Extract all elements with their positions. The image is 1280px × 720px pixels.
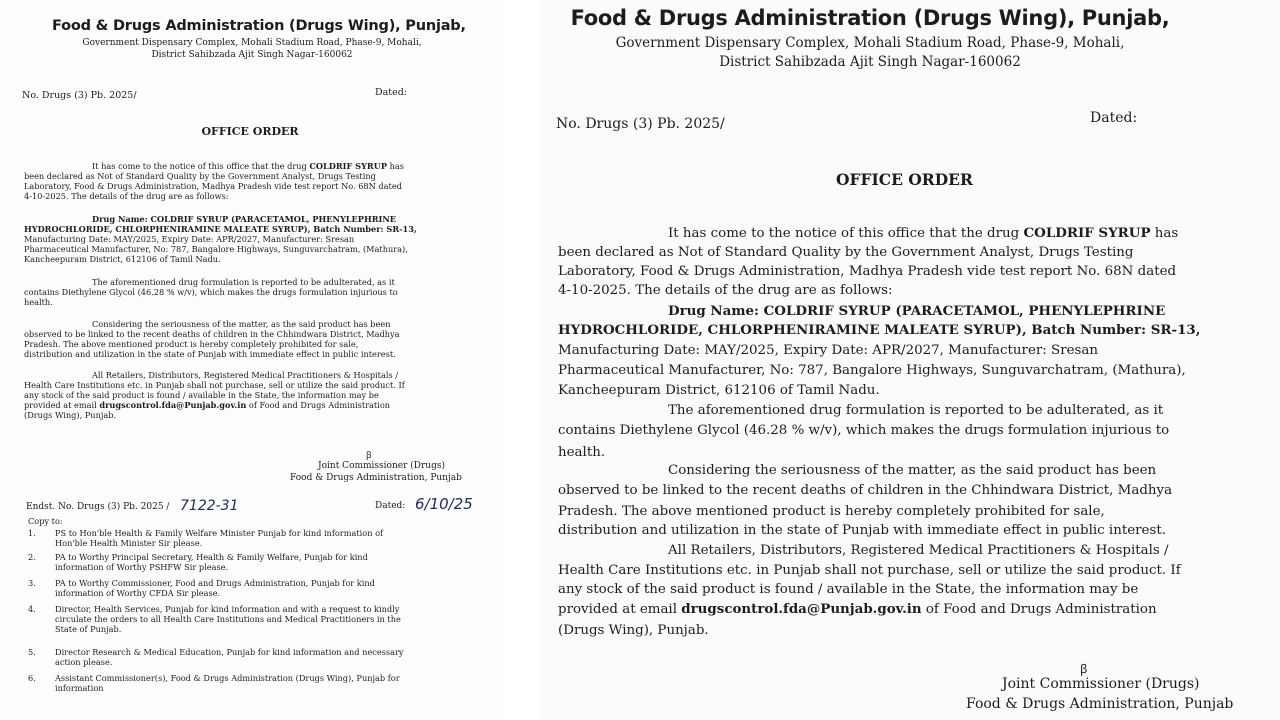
copy-item-line: information of Worthy PSHFW Sir please.	[55, 562, 229, 572]
drug-name-line1: Drug Name: COLDRIF SYRUP (PARACETAMOL, PHENYLEPHRINE	[668, 303, 1166, 319]
para3-line4: distribution and utilization in the state of Punjab with immediate effect in public interest.	[558, 523, 1166, 538]
para4-line1: All Retailers, Distributors, Registered Medical Practitioners & Hospitals /	[92, 370, 399, 380]
office-address-line1: Government Dispensary Complex, Mohali Stadium Road, Phase-9, Mohali,	[615, 35, 1125, 51]
para3-line1: Considering the seriousness of the matter, as the said product has been	[668, 463, 1157, 478]
signatory-designation: Joint Commissioner (Drugs)	[318, 461, 445, 471]
copy-item-line: information of Worthy CFDA Sir please.	[55, 588, 221, 598]
copy-item-number: 5.	[28, 647, 36, 657]
para1-line1: It has come to the notice of this office that the drug COLDRIF SYRUP has	[92, 161, 404, 171]
copy-item-line: PA to Worthy Commissioner, Food and Drugs Administration, Punjab for kind	[55, 578, 375, 588]
para3-line2: observed to be linked to the recent deaths of children in the Chhindwara District, Madhya	[558, 483, 1173, 498]
para4-line1: All Retailers, Distributors, Registered Medical Practitioners & Hospitals /	[668, 543, 1169, 558]
endorsement-dated-label: Dated:	[375, 501, 406, 511]
endorsement-ref-handwritten: 7122-31	[180, 498, 239, 514]
copy-item-line: Hon'ble Health Minister Sir please.	[55, 538, 203, 548]
para2-line1: The aforementioned drug formulation is reported to be adulterated, as it	[92, 277, 395, 287]
copy-item-line: Director Research & Medical Education, Punjab for kind information and necessary	[55, 647, 404, 657]
para4-line3: any stock of the said product is found / available in the State, the information may be	[24, 390, 379, 400]
drug-details-line5: Kancheepuram District, 612106 of Tamil Nadu.	[24, 254, 221, 264]
office-title: Food & Drugs Administration (Drugs Wing), Punjab,	[570, 6, 1170, 30]
para4-line2: Health Care Institutions etc. in Punjab shall not purchase, sell or utilize the said product. If	[558, 563, 1181, 578]
drug-details-line3: Manufacturing Date: MAY/2025, Expiry Date: APR/2027, Manufacturer: Sresan	[558, 343, 1099, 358]
drug-details-line4: Pharmaceutical Manufacturer, No: 787, Bangalore Highways, Sunguvarchatram, (Mathura),	[24, 244, 408, 254]
para1-line3: Laboratory, Food & Drugs Administration, Madhya Pradesh vide test report No. 68N dated	[24, 181, 402, 191]
para2-line3: health.	[24, 297, 53, 307]
para4-line3: any stock of the said product is found / available in the State, the information may be	[558, 582, 1139, 597]
para2-line3: health.	[558, 445, 606, 460]
copy-item-number: 6.	[28, 673, 36, 683]
signature-mark: ꞵ	[1080, 662, 1088, 676]
signatory-office: Food & Drugs Administration, Punjab	[290, 473, 462, 483]
contact-email: drugscontrol.fda@Punjab.gov.in	[681, 601, 922, 617]
para3-line4: distribution and utilization in the state of Punjab with immediate effect in public interest.	[24, 349, 396, 359]
office-address-line2: District Sahibzada Ajit Singh Nagar-160062	[151, 50, 353, 60]
dated-label: Dated:	[375, 87, 408, 98]
copy-item-line: PS to Hon'ble Health & Family Welfare Minister Punjab for kind information of	[55, 528, 384, 538]
document-page-full	[0, 0, 500, 720]
endorsement-date-handwritten: 6/10/25	[415, 495, 473, 513]
copy-to-label: Copy to:	[28, 516, 63, 526]
order-title: OFFICE ORDER	[201, 125, 299, 138]
endorsement-ref: Endst. No. Drugs (3) Pb. 2025 /	[26, 502, 170, 512]
copy-item-line: information	[55, 683, 104, 693]
para3-line3: Pradesh. The above mentioned product is hereby completely prohibited for sale,	[24, 339, 359, 349]
reference-number: No. Drugs (3) Pb. 2025/	[556, 116, 725, 132]
para1-line2: been declared as Not of Standard Quality by the Government Analyst, Drugs Testing	[558, 245, 1134, 260]
para2-line1: The aforementioned drug formulation is reported to be adulterated, as it	[668, 403, 1164, 418]
signatory-office: Food & Drugs Administration, Punjab	[966, 696, 1234, 712]
para1-line1: It has come to the notice of this office that the drug COLDRIF SYRUP has	[668, 225, 1179, 241]
para1-line3: Laboratory, Food & Drugs Administration, Madhya Pradesh vide test report No. 68N dated	[558, 264, 1177, 279]
reference-number: No. Drugs (3) Pb. 2025/	[22, 90, 137, 101]
copy-item-line: circulate the orders to all Health Care Institutions and Medical Practitioners in the	[55, 614, 401, 624]
copy-item-number: 2.	[28, 552, 36, 562]
para4-line5: (Drugs Wing), Punjab.	[24, 410, 117, 420]
drug-details-line4: Pharmaceutical Manufacturer, No: 787, Bangalore Highways, Sunguvarchatram, (Mathura),	[558, 363, 1186, 378]
para3-line1: Considering the seriousness of the matter, as the said product has been	[92, 319, 391, 329]
signature-mark: ꞵ	[366, 451, 372, 461]
copy-item-line: Director, Health Services, Punjab for kind information and with a request to kindly	[55, 604, 400, 614]
para1-line4: 4-10-2025. The details of the drug are as follows:	[558, 283, 893, 298]
drug-name-line2: HYDROCHLORIDE, CHLORPHENIRAMINE MALEATE SYRUP), Batch Number: SR-13,	[558, 322, 1201, 338]
copy-item-number: 1.	[28, 528, 36, 538]
dated-label: Dated:	[1090, 110, 1138, 126]
para2-line2: contains Diethylene Glycol (46.28 % w/v), which makes the drugs formulation injurious to	[24, 287, 398, 297]
office-address-line2: District Sahibzada Ajit Singh Nagar-160062	[719, 54, 1021, 70]
para4-line4: provided at email drugscontrol.fda@Punjab.gov.in of Food and Drugs Administration	[24, 400, 391, 410]
order-title: OFFICE ORDER	[836, 170, 973, 189]
para4-line2: Health Care Institutions etc. in Punjab shall not purchase, sell or utilize the said product. If	[24, 380, 405, 390]
document-page-zoomed	[540, 0, 1280, 720]
para4-line5: (Drugs Wing), Punjab.	[558, 623, 709, 638]
copy-item-number: 4.	[28, 604, 36, 614]
para3-line2: observed to be linked to the recent deaths of children in the Chhindwara District, Madhya	[24, 329, 400, 339]
copy-item-number: 3.	[28, 578, 36, 588]
contact-email: drugscontrol.fda@Punjab.gov.in	[99, 400, 247, 410]
office-title: Food & Drugs Administration (Drugs Wing), Punjab,	[52, 18, 466, 34]
office-address-line1: Government Dispensary Complex, Mohali Stadium Road, Phase-9, Mohali,	[82, 38, 422, 48]
para4-line4: provided at email drugscontrol.fda@Punjab.gov.in of Food and Drugs Administration	[558, 601, 1157, 617]
drug-details-line5: Kancheepuram District, 612106 of Tamil Nadu.	[558, 383, 880, 398]
drug-name-line1: Drug Name: COLDRIF SYRUP (PARACETAMOL, PHENYLEPHRINE	[92, 214, 397, 224]
para1-line4: 4-10-2025. The details of the drug are as follows:	[24, 191, 229, 201]
copy-item-line: PA to Worthy Principal Secretary, Health & Family Welfare, Punjab for kind	[55, 552, 368, 562]
para1-line2: been declared as Not of Standard Quality by the Government Analyst, Drugs Testing	[24, 171, 376, 181]
drug-details-line3: Manufacturing Date: MAY/2025, Expiry Date: APR/2027, Manufacturer: Sresan	[24, 234, 355, 244]
drug-name-line2: HYDROCHLORIDE, CHLORPHENIRAMINE MALEATE SYRUP), Batch Number: SR-13,	[24, 224, 417, 234]
signatory-designation: Joint Commissioner (Drugs)	[1002, 676, 1200, 692]
copy-item-line: State of Punjab.	[55, 624, 122, 634]
copy-item-line: Assistant Commissioner(s), Food & Drugs Administration (Drugs Wing), Punjab for	[55, 673, 400, 683]
para3-line3: Pradesh. The above mentioned product is hereby completely prohibited for sale,	[558, 504, 1105, 519]
para2-line2: contains Diethylene Glycol (46.28 % w/v), which makes the drugs formulation injurious to	[558, 423, 1170, 438]
copy-item-line: action please.	[55, 657, 113, 667]
